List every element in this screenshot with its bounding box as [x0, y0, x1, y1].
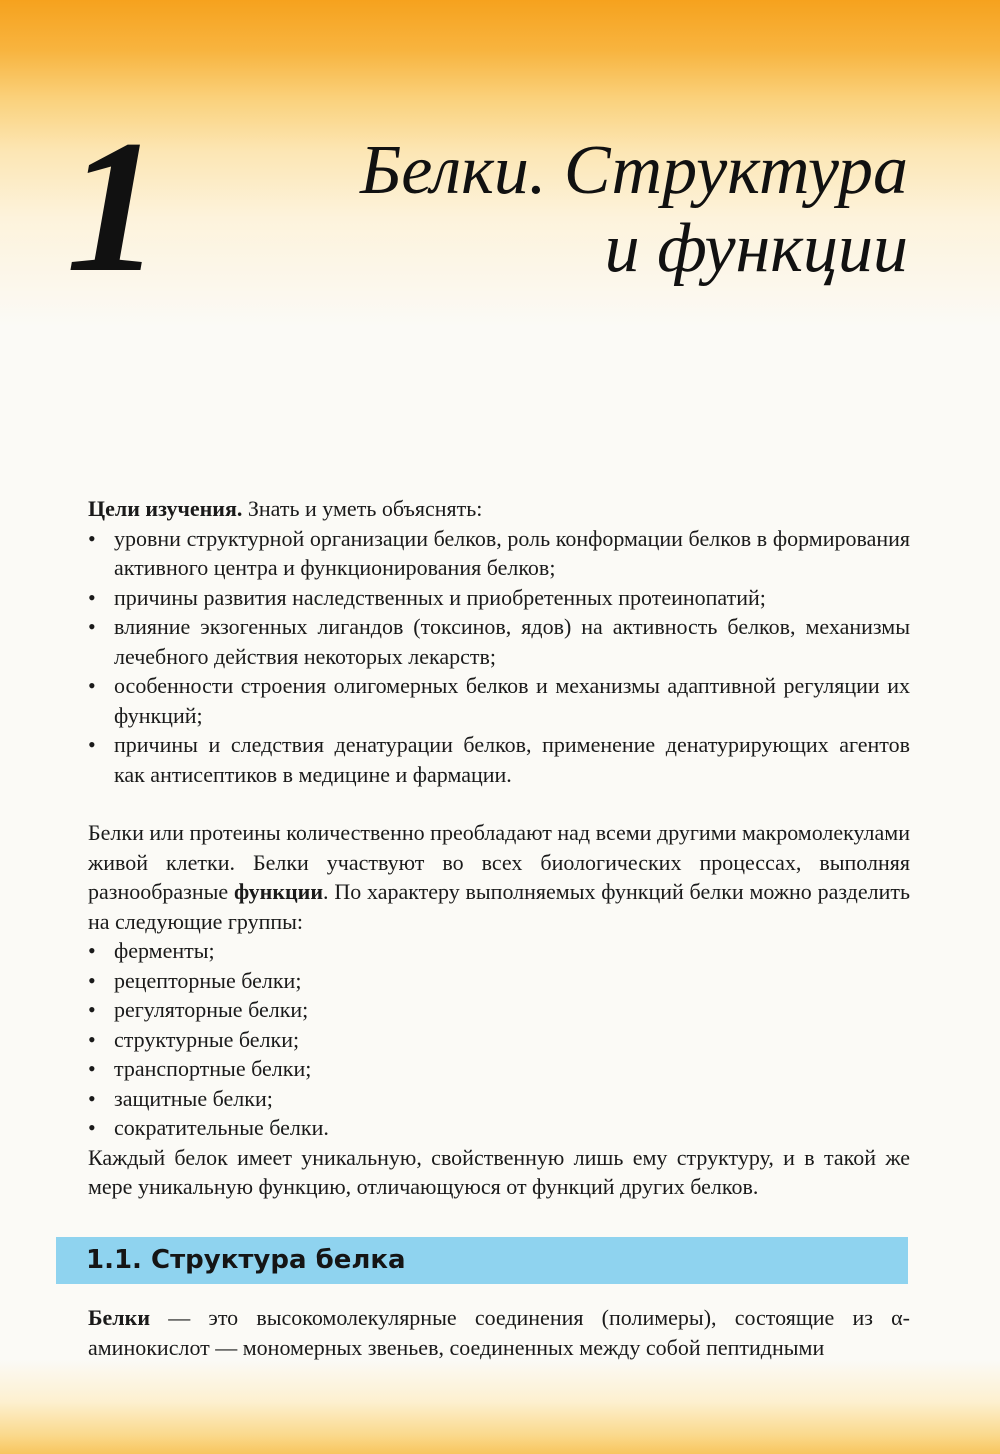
- intro-bold-word: функции: [233, 879, 324, 904]
- section-title: 1.1. Структура белка: [86, 1245, 406, 1275]
- intro-paragraph: [88, 818, 910, 936]
- protein-group-item: • сократительные белки.: [88, 1113, 910, 1143]
- protein-groups-list: [88, 936, 910, 1143]
- intro-text-2: . По характеру выполняемых функций белки можно разделить на следующие группы:: [88, 879, 910, 934]
- goals-lead-text: Знать и уметь объяснять:: [242, 496, 483, 521]
- goals-lead-bold: Цели изучения.: [88, 496, 243, 521]
- goal-item: • особенности строения олигомерных белков и механизмы адаптивной регуляции их функций;: [88, 671, 910, 730]
- learning-goals: [88, 494, 910, 789]
- chapter-title: [360, 132, 908, 288]
- goal-item: • причины и следствия денатурации белков, применение денатурирующих агентов как антисептиков в медицине и фармации.: [88, 730, 910, 789]
- protein-group-item: • транспортные белки;: [88, 1054, 910, 1084]
- protein-group-item: • ферменты;: [88, 936, 910, 966]
- intro-section: [88, 818, 910, 1202]
- goal-item: • уровни структурной организации белков, роль конформации белков в формирования активного центра и функционирования белков;: [88, 524, 910, 583]
- goal-item: • причины развития наследственных и приобретенных протеинопатий;: [88, 583, 910, 613]
- closing-paragraph: Каждый белок имеет уникальную, свойственную лишь ему структуру, и в такой же мере уникальную функцию, отличающуюся от функций других белков.: [88, 1144, 910, 1199]
- goal-item: • влияние экзогенных лигандов (токсинов, ядов) на активность белков, механизмы лечебного действия некоторых лекарств;: [88, 612, 910, 671]
- section-text: — это высокомолекулярные соединения (полимеры), состоящие из α-аминокислот — мономерных звеньев, соединенных между собой пептидными: [88, 1305, 910, 1360]
- protein-group-item: • рецепторные белки;: [88, 966, 910, 996]
- protein-group-item: • регуляторные белки;: [88, 995, 910, 1025]
- protein-group-item: • структурные белки;: [88, 1025, 910, 1055]
- intro-text-1: Белки или протеины количественно преобладают над всеми другими макромолекулами живой клетки. Белки участвуют во всех биологических процессах, выполняя разнообразные: [88, 820, 910, 904]
- footer-gradient: [0, 1360, 1000, 1454]
- goals-lead: [88, 494, 910, 524]
- chapter-number: 1: [66, 102, 161, 312]
- section-paragraph: [88, 1303, 910, 1362]
- section-body: [88, 1303, 910, 1362]
- chapter-title-line1: Белки. Структура: [359, 132, 908, 209]
- chapter-title-line2: и функции: [604, 210, 908, 287]
- section-heading-bar: [56, 1237, 908, 1284]
- protein-group-item: • защитные белки;: [88, 1084, 910, 1114]
- section-bold-word: Белки: [88, 1305, 151, 1330]
- goals-list: [88, 524, 910, 790]
